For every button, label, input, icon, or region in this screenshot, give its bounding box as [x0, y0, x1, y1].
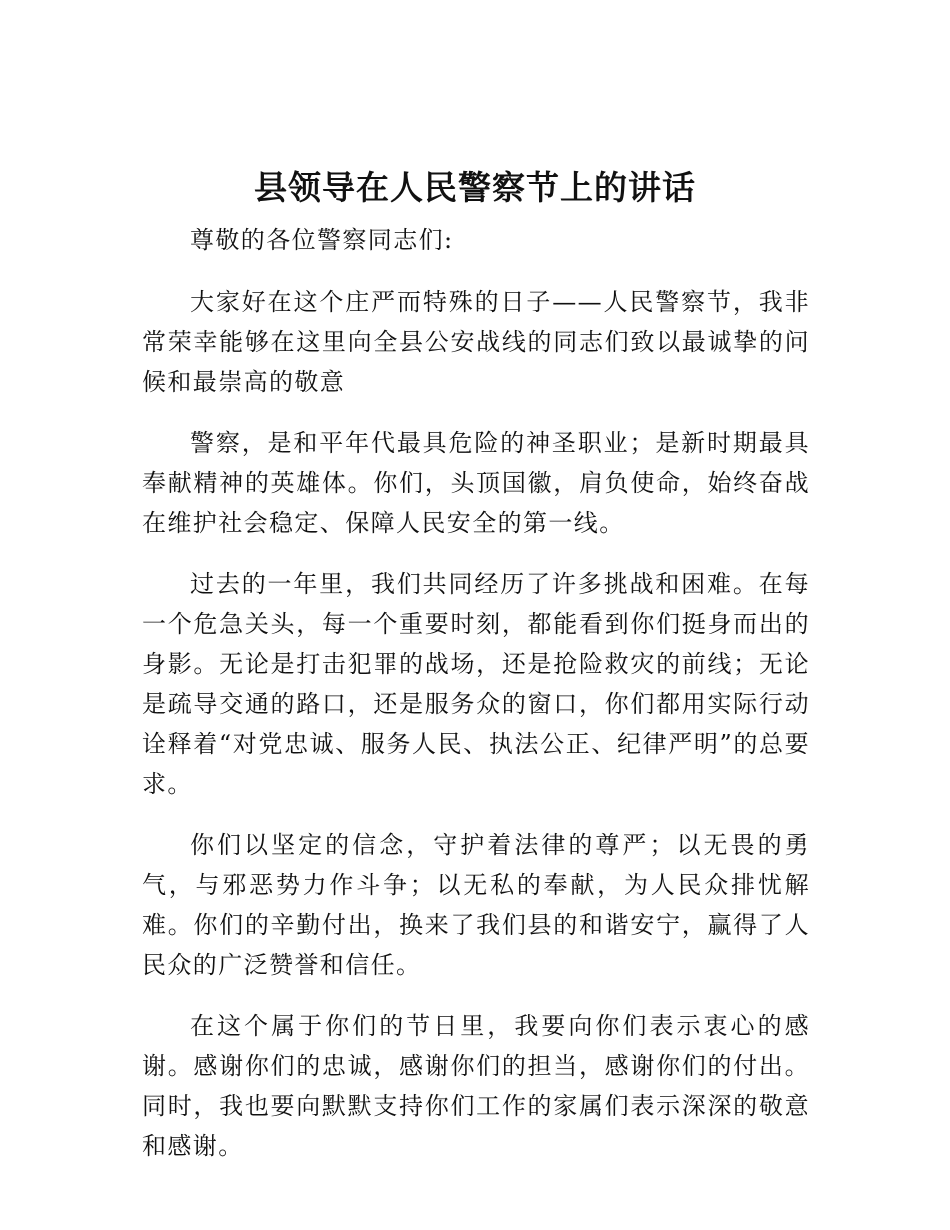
- paragraph-4: 你们以坚定的信念，守护着法律的尊严；以无畏的勇气，与邪恶势力作斗争；以无私的奉献，为人民众排忧解难。你们的辛勤付出，换来了我们县的和谐安宁，赢得了人民众的广泛赞誉和信任。: [142, 831, 810, 979]
- paragraph-5: 在这个属于你们的节日里，我要向你们表示衷心的感谢。感谢你们的忠诚，感谢你们的担当，感谢你们的付出。同时，我也要向默默支持你们工作的家属们表示深深的敬意和感谢。: [142, 1012, 810, 1160]
- paragraph-3: 过去的一年里，我们共同经历了许多挑战和困难。在每一个危急关头，每一个重要时刻，都能看到你们挺身而出的身影。无论是打击犯罪的战场，还是抢险救灾的前线；无论是疏导交通的路口，还是服务众的窗口，你们都用实际行动诠释着“对党忠诚、服务人民、执法公正、纪律严明”的总要求。: [142, 570, 810, 798]
- greeting-line: 尊敬的各位警察同志们:: [190, 226, 454, 254]
- paragraph-1: 大家好在这个庄严而特殊的日子——人民警察节，我非常荣幸能够在这里向全县公安战线的同志们致以最诚挚的问候和最崇高的敬意: [142, 288, 810, 396]
- paragraph-2: 警察，是和平年代最具危险的神圣职业；是新时期最具奉献精神的英雄体。你们，头顶国徽，肩负使命，始终奋战在维护社会稳定、保障人民安全的第一线。: [142, 429, 810, 537]
- document-title: 县领导在人民警察节上的讲话: [254, 168, 696, 207]
- document-body: [142, 220, 810, 1187]
